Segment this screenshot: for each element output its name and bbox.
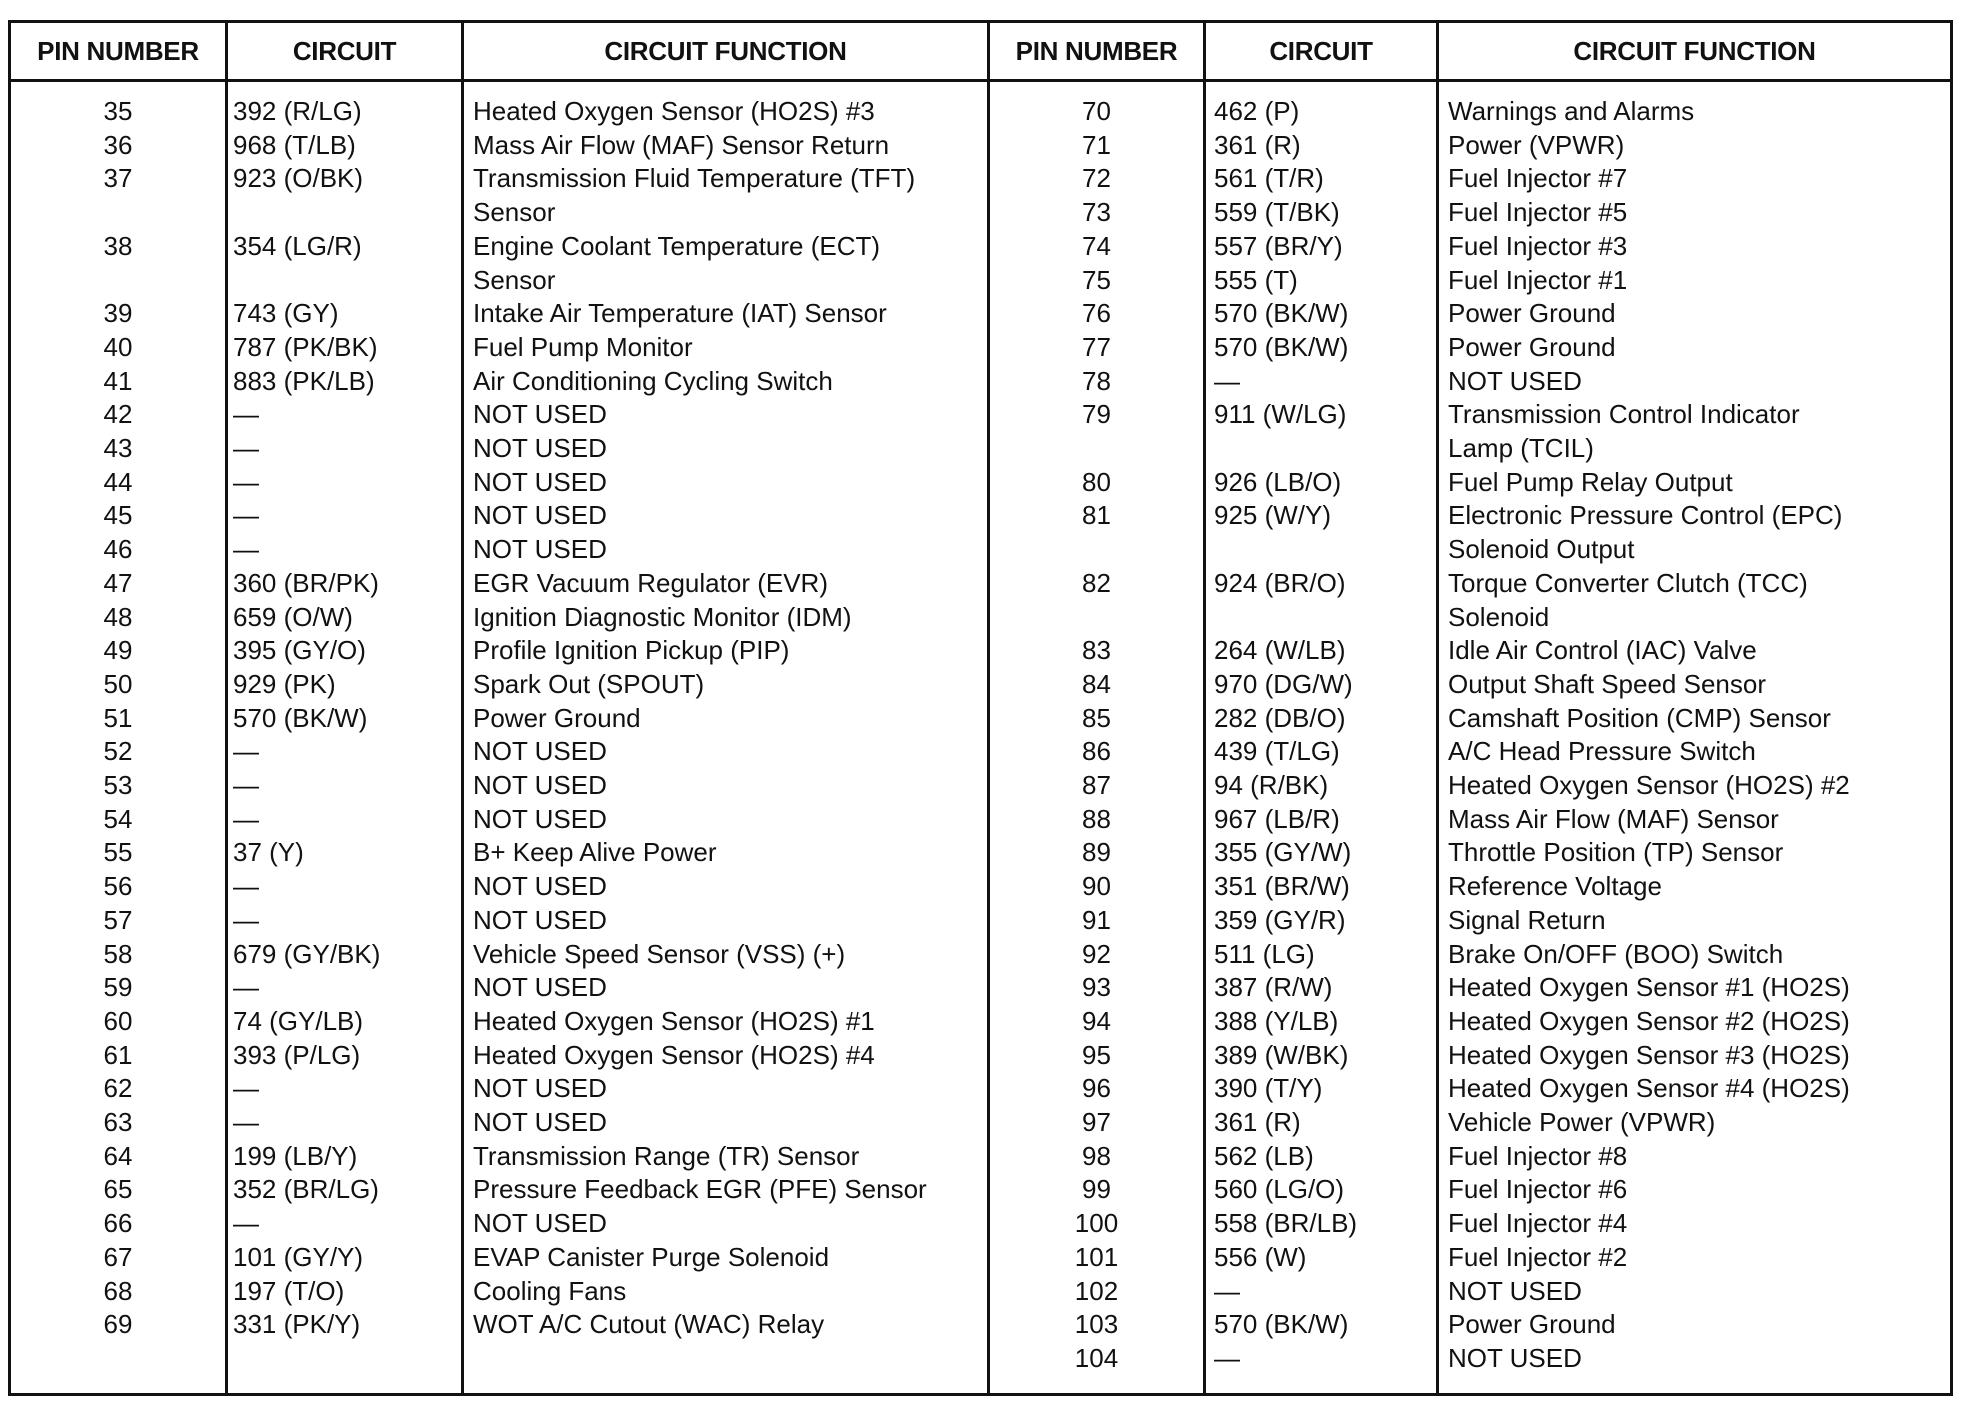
column-divider xyxy=(1436,23,1439,1393)
pin-number-cell: 92 xyxy=(1082,938,1111,969)
pin-number-cell: 65 xyxy=(103,1174,133,1205)
circuit-cell xyxy=(1214,601,1436,634)
pin-number-cell: 72 xyxy=(1082,163,1111,194)
circuit-cell: 37 (Y) xyxy=(233,837,304,868)
pin-number-cell: 87 xyxy=(1082,770,1111,800)
circuit-function-cell: Transmission Range (TR) Sensor xyxy=(473,1140,860,1171)
pin-number-cell: 81 xyxy=(1082,500,1111,531)
circuit-function-cell: Air Conditioning Cycling Switch xyxy=(473,365,833,396)
circuit-function-cell: Fuel Pump Monitor xyxy=(473,331,693,362)
circuit-function-cell: Heated Oxygen Sensor #2 (HO2S) xyxy=(1448,1005,1850,1036)
pin-number-cell: 55 xyxy=(103,837,133,868)
circuit-cell: 556 (W) xyxy=(1214,1241,1307,1272)
pin-number-cell: 58 xyxy=(103,938,133,969)
circuit-cell: 354 (LG/R) xyxy=(233,230,362,261)
circuit-cell xyxy=(233,264,461,297)
circuit-function-cell: NOT USED xyxy=(1448,365,1582,396)
pin-number-cell: 90 xyxy=(1082,871,1111,902)
circuit-cell: 911 (W/LG) xyxy=(1214,399,1347,430)
pin-number-cell: 64 xyxy=(103,1140,133,1171)
circuit-cell: 511 (LG) xyxy=(1214,938,1315,969)
pin-number-cell: 60 xyxy=(103,1005,133,1036)
circuit-function-cell: Transmission Fluid Temperature (TFT) xyxy=(473,163,916,194)
circuit-function-cell: Fuel Injector #5 xyxy=(1448,197,1628,228)
circuit-cell: 560 (LG/O) xyxy=(1214,1174,1345,1205)
pin-number-cell: 84 xyxy=(1082,668,1111,699)
circuit-function-cell: Fuel Injector #1 xyxy=(1448,264,1628,295)
circuit-function-cell: NOT USED xyxy=(473,500,607,531)
circuit-cell: 360 (BR/PK) xyxy=(233,567,379,598)
pin-number-cell: 86 xyxy=(1082,736,1111,767)
circuit-function-cell: Heated Oxygen Sensor #4 (HO2S) xyxy=(1448,1073,1850,1104)
pin-number-cell: 37 xyxy=(103,163,133,194)
header-circuit-function-left: CIRCUIT FUNCTION xyxy=(604,36,847,66)
pin-number-cell: 43 xyxy=(103,433,133,463)
circuit-cell: 389 (W/BK) xyxy=(1214,1039,1349,1070)
circuit-cell: 331 (PK/Y) xyxy=(233,1309,361,1340)
circuit-cell: 558 (BR/LB) xyxy=(1214,1208,1358,1239)
circuit-function-cell: Heated Oxygen Sensor (HO2S) #4 xyxy=(473,1039,875,1070)
circuit-cell: 352 (BR/LG) xyxy=(233,1174,379,1205)
circuit-function-cell: NOT USED xyxy=(473,466,607,497)
pin-number-cell: 71 xyxy=(1082,129,1111,160)
circuit-function-cell: Fuel Injector #6 xyxy=(1448,1174,1628,1205)
circuit-function-cell: Fuel Injector #4 xyxy=(1448,1208,1628,1239)
circuit-cell: — xyxy=(233,1107,259,1137)
circuit-cell: 659 (O/W) xyxy=(233,601,353,632)
pin-number-cell: 91 xyxy=(1082,904,1111,935)
circuit-cell xyxy=(233,196,461,229)
circuit-cell: 557 (BR/Y) xyxy=(1214,230,1343,261)
circuit-cell: — xyxy=(233,770,259,800)
pin-number-cell xyxy=(990,601,1203,634)
circuit-function-cell: Fuel Injector #3 xyxy=(1448,230,1628,261)
pin-number-cell: 57 xyxy=(103,904,133,935)
circuit-function-cell: Output Shaft Speed Sensor xyxy=(1448,668,1766,699)
circuit-cell: 359 (GY/R) xyxy=(1214,904,1346,935)
circuit-cell: — xyxy=(233,534,259,565)
circuit-function-cell: Throttle Position (TP) Sensor xyxy=(1448,837,1784,868)
circuit-cell: 570 (BK/W) xyxy=(233,702,368,733)
circuit-cell xyxy=(1214,533,1436,566)
pin-number-cell: 56 xyxy=(103,871,133,902)
pin-number-cell: 82 xyxy=(1082,567,1111,598)
circuit-function-cell: NOT USED xyxy=(473,1208,607,1239)
circuit-function-cell: Power Ground xyxy=(1448,1309,1616,1340)
circuit-function-cell: NOT USED xyxy=(1448,1342,1582,1373)
circuit-cell: 197 (T/O) xyxy=(233,1275,345,1306)
circuit-cell: — xyxy=(233,803,259,834)
circuit-function-cell: NOT USED xyxy=(473,770,607,800)
circuit-cell: 390 (T/Y) xyxy=(1214,1073,1323,1104)
circuit-function-cell: Sensor xyxy=(473,264,556,295)
circuit-function-cell: Mass Air Flow (MAF) Sensor Return xyxy=(473,129,890,160)
circuit-cell: 883 (PK/LB) xyxy=(233,365,375,396)
circuit-function-cell: Spark Out (SPOUT) xyxy=(473,668,705,699)
pin-number-cell xyxy=(11,196,225,229)
circuit-cell: — xyxy=(233,399,259,430)
circuit-cell: 395 (GY/O) xyxy=(233,635,366,666)
pin-number-cell: 76 xyxy=(1082,298,1111,329)
circuit-function-cell: Transmission Control Indicator xyxy=(1448,399,1800,430)
circuit-cell: 967 (LB/R) xyxy=(1214,803,1340,834)
circuit-cell: 924 (BR/O) xyxy=(1214,567,1346,598)
pin-number-cell: 66 xyxy=(103,1208,133,1239)
pin-number-cell: 103 xyxy=(1074,1309,1119,1340)
circuit-cell: 462 (P) xyxy=(1214,96,1300,126)
pin-number-cell: 88 xyxy=(1082,803,1111,834)
header-pin-number-left: PIN NUMBER xyxy=(37,36,199,66)
pin-number-cell: 93 xyxy=(1082,972,1111,1003)
circuit-cell: — xyxy=(233,972,259,1003)
pin-number-cell: 53 xyxy=(103,770,133,800)
circuit-cell: — xyxy=(233,466,259,497)
circuit-cell: 74 (GY/LB) xyxy=(233,1005,364,1036)
circuit-function-cell: Sensor xyxy=(473,197,556,228)
pin-number-cell: 89 xyxy=(1082,837,1111,868)
pin-number-cell: 49 xyxy=(103,635,133,666)
circuit-function-cell: A/C Head Pressure Switch xyxy=(1448,736,1756,767)
circuit-function-cell: WOT A/C Cutout (WAC) Relay xyxy=(473,1309,825,1340)
circuit-function-cell: NOT USED xyxy=(473,871,607,902)
pin-number-cell: 62 xyxy=(103,1073,133,1104)
circuit-cell: 968 (T/LB) xyxy=(233,129,356,160)
circuit-cell: 570 (BK/W) xyxy=(1214,298,1349,329)
pin-number-cell: 83 xyxy=(1082,635,1111,666)
circuit-cell: 439 (T/LG) xyxy=(1214,736,1340,767)
pin-number-cell: 99 xyxy=(1082,1174,1111,1205)
circuit-function-cell: Signal Return xyxy=(1448,904,1606,935)
circuit-function-cell: NOT USED xyxy=(473,1107,607,1137)
circuit-cell: — xyxy=(1214,365,1240,396)
circuit-cell: 570 (BK/W) xyxy=(1214,331,1349,362)
circuit-cell: — xyxy=(233,1208,259,1239)
circuit-function-cell: Brake On/OFF (BOO) Switch xyxy=(1448,938,1784,969)
pin-number-cell: 73 xyxy=(1082,197,1111,228)
circuit-cell: 743 (GY) xyxy=(233,298,339,329)
circuit-function-cell: Solenoid xyxy=(1448,601,1550,632)
circuit-function-cell: Vehicle Speed Sensor (VSS) (+) xyxy=(473,938,846,969)
circuit-cell: 361 (R) xyxy=(1214,1107,1301,1137)
circuit-cell: 392 (R/LG) xyxy=(233,96,362,126)
circuit-function-cell: Solenoid Output xyxy=(1448,534,1635,565)
circuit-cell: 929 (PK) xyxy=(233,668,336,699)
circuit-function-cell: Fuel Pump Relay Output xyxy=(1448,466,1733,497)
pin-number-cell: 63 xyxy=(103,1107,133,1137)
circuit-function-cell: NOT USED xyxy=(473,972,607,1003)
pin-number-cell: 68 xyxy=(103,1275,133,1306)
circuit-cell: 925 (W/Y) xyxy=(1214,500,1332,531)
pin-number-cell: 59 xyxy=(103,972,133,1003)
circuit-cell: 923 (O/BK) xyxy=(233,163,364,194)
pin-number-cell: 67 xyxy=(103,1241,133,1272)
pin-number-cell: 104 xyxy=(1074,1342,1119,1373)
pin-number-cell xyxy=(11,264,225,297)
circuit-cell: 559 (T/BK) xyxy=(1214,197,1340,228)
pin-number-cell xyxy=(990,533,1203,566)
circuit-function-cell: NOT USED xyxy=(473,736,607,767)
circuit-cell: — xyxy=(233,433,259,463)
pin-number-cell: 102 xyxy=(1074,1275,1119,1306)
circuit-cell: 926 (LB/O) xyxy=(1214,466,1342,497)
circuit-function-cell: Engine Coolant Temperature (ECT) xyxy=(473,230,881,261)
pin-number-cell: 52 xyxy=(103,736,133,767)
pin-number-cell: 44 xyxy=(103,466,133,497)
circuit-cell: 555 (T) xyxy=(1214,264,1298,295)
pin-number-cell: 80 xyxy=(1082,466,1111,497)
circuit-cell: 679 (GY/BK) xyxy=(233,938,381,969)
circuit-function-cell: NOT USED xyxy=(473,433,607,463)
circuit-cell: 388 (Y/LB) xyxy=(1214,1005,1339,1036)
pin-number-cell: 38 xyxy=(103,230,133,261)
pin-number-cell: 85 xyxy=(1082,702,1111,733)
circuit-function-cell: Power Ground xyxy=(1448,331,1616,362)
circuit-function-cell: Fuel Injector #2 xyxy=(1448,1241,1628,1272)
circuit-function-cell: EVAP Canister Purge Solenoid xyxy=(473,1241,830,1272)
circuit-cell: 355 (GY/W) xyxy=(1214,837,1352,868)
circuit-cell: 282 (DB/O) xyxy=(1214,702,1346,733)
circuit-function-cell: Reference Voltage xyxy=(1448,871,1662,902)
circuit-function-cell: NOT USED xyxy=(473,534,607,565)
pin-number-cell: 50 xyxy=(103,668,133,699)
column-divider xyxy=(1203,23,1206,1393)
circuit-function-cell: EGR Vacuum Regulator (EVR) xyxy=(473,567,828,598)
circuit-cell: 264 (W/LB) xyxy=(1214,635,1346,666)
pin-number-cell: 48 xyxy=(103,601,133,632)
pin-number-cell: 100 xyxy=(1074,1208,1119,1239)
circuit-function-cell: Heated Oxygen Sensor #3 (HO2S) xyxy=(1448,1039,1850,1070)
circuit-function-cell: Cooling Fans xyxy=(473,1275,627,1306)
circuit-function-cell: Heated Oxygen Sensor (HO2S) #1 xyxy=(473,1005,875,1036)
pin-number-cell: 101 xyxy=(1074,1241,1119,1272)
pin-number-cell: 42 xyxy=(103,399,133,430)
circuit-cell xyxy=(1214,432,1436,465)
circuit-function-cell: Idle Air Control (IAC) Valve xyxy=(1448,635,1757,666)
pin-number-cell: 94 xyxy=(1082,1005,1111,1036)
pin-number-cell: 35 xyxy=(103,96,133,126)
circuit-function-cell: Mass Air Flow (MAF) Sensor xyxy=(1448,803,1779,834)
pin-number-cell: 61 xyxy=(103,1039,133,1070)
circuit-function-cell: NOT USED xyxy=(473,904,607,935)
circuit-cell: 787 (PK/BK) xyxy=(233,331,378,362)
pin-number-cell: 51 xyxy=(103,702,133,733)
circuit-cell: — xyxy=(233,1073,259,1104)
circuit-function-cell: NOT USED xyxy=(473,399,607,430)
circuit-cell: 970 (DG/W) xyxy=(1214,668,1353,699)
pin-number-cell: 96 xyxy=(1082,1073,1111,1104)
pin-number-cell: 70 xyxy=(1082,96,1111,126)
circuit-cell: 351 (BR/W) xyxy=(1214,871,1350,902)
header-circuit-right: CIRCUIT xyxy=(1269,36,1373,66)
circuit-cell: 101 (GY/Y) xyxy=(233,1241,364,1272)
pin-number-cell: 45 xyxy=(103,500,133,531)
header-circuit-left: CIRCUIT xyxy=(292,36,397,66)
circuit-function-cell: Camshaft Position (CMP) Sensor xyxy=(1448,702,1831,733)
circuit-function-cell: Heated Oxygen Sensor (HO2S) #3 xyxy=(473,96,875,126)
circuit-function-cell: Electronic Pressure Control (EPC) xyxy=(1448,500,1843,531)
circuit-cell: 199 (LB/Y) xyxy=(233,1140,358,1171)
pin-number-cell: 74 xyxy=(1082,230,1111,261)
circuit-function-cell: Power Ground xyxy=(473,702,641,733)
circuit-cell: — xyxy=(1214,1342,1240,1373)
pin-number-cell: 78 xyxy=(1082,365,1111,396)
circuit-function-cell: Warnings and Alarms xyxy=(1448,96,1695,126)
pin-number-cell: 39 xyxy=(103,298,133,329)
circuit-function-cell: Profile Ignition Pickup (PIP) xyxy=(473,635,790,666)
pin-number-cell xyxy=(990,432,1203,465)
circuit-cell: 562 (LB) xyxy=(1214,1140,1314,1171)
circuit-function-cell: NOT USED xyxy=(473,803,607,834)
pin-number-cell: 36 xyxy=(103,129,133,160)
pin-number-cell: 46 xyxy=(103,534,133,565)
circuit-cell: — xyxy=(233,904,259,935)
column-divider xyxy=(461,23,464,1393)
circuit-function-cell: NOT USED xyxy=(1448,1275,1582,1306)
circuit-function-cell: Ignition Diagnostic Monitor (IDM) xyxy=(473,601,852,632)
circuit-cell: 393 (P/LG) xyxy=(233,1039,361,1070)
circuit-cell: 361 (R) xyxy=(1214,129,1301,160)
circuit-cell: 561 (T/R) xyxy=(1214,163,1324,194)
circuit-cell: — xyxy=(1214,1275,1240,1306)
pin-number-cell: 79 xyxy=(1082,399,1111,430)
circuit-function-cell: Power (VPWR) xyxy=(1448,129,1625,160)
circuit-function-cell: Heated Oxygen Sensor (HO2S) #2 xyxy=(1448,770,1850,800)
pin-number-cell: 54 xyxy=(103,803,133,834)
pin-number-cell: 77 xyxy=(1082,331,1111,362)
circuit-function-cell: Lamp (TCIL) xyxy=(1448,433,1594,463)
pin-number-cell: 97 xyxy=(1082,1107,1111,1137)
circuit-cell: — xyxy=(233,736,259,767)
pin-number-cell: 47 xyxy=(103,567,133,598)
circuit-cell: 570 (BK/W) xyxy=(1214,1309,1349,1340)
circuit-function-cell: Vehicle Power (VPWR) xyxy=(1448,1107,1716,1137)
pin-number-cell: 95 xyxy=(1082,1039,1111,1070)
circuit-function-cell: Pressure Feedback EGR (PFE) Sensor xyxy=(473,1174,927,1205)
pin-number-cell: 75 xyxy=(1082,264,1111,295)
pin-number-cell: 98 xyxy=(1082,1140,1111,1171)
circuit-function-cell: B+ Keep Alive Power xyxy=(473,837,717,868)
header-divider xyxy=(11,79,1950,82)
pin-number-cell: 69 xyxy=(103,1309,133,1340)
column-divider xyxy=(225,23,228,1393)
circuit-function-cell: Fuel Injector #7 xyxy=(1448,163,1628,194)
circuit-function-cell: Intake Air Temperature (IAT) Sensor xyxy=(473,298,887,329)
pin-number-cell: 40 xyxy=(103,331,133,362)
header-pin-number-right: PIN NUMBER xyxy=(1015,36,1178,66)
header-circuit-function-right: CIRCUIT FUNCTION xyxy=(1573,36,1816,66)
pin-table xyxy=(8,20,1953,1396)
circuit-function-cell: Fuel Injector #8 xyxy=(1448,1140,1628,1171)
circuit-cell: — xyxy=(233,500,259,531)
pin-number-cell: 41 xyxy=(103,365,133,396)
circuit-cell: — xyxy=(233,871,259,902)
circuit-cell: 387 (R/W) xyxy=(1214,972,1333,1003)
circuit-function-cell: NOT USED xyxy=(473,1073,607,1104)
circuit-cell: 94 (R/BK) xyxy=(1214,770,1329,800)
circuit-function-cell: Power Ground xyxy=(1448,298,1616,329)
circuit-function-cell: Heated Oxygen Sensor #1 (HO2S) xyxy=(1448,972,1850,1003)
circuit-function-cell: Torque Converter Clutch (TCC) xyxy=(1448,567,1808,598)
